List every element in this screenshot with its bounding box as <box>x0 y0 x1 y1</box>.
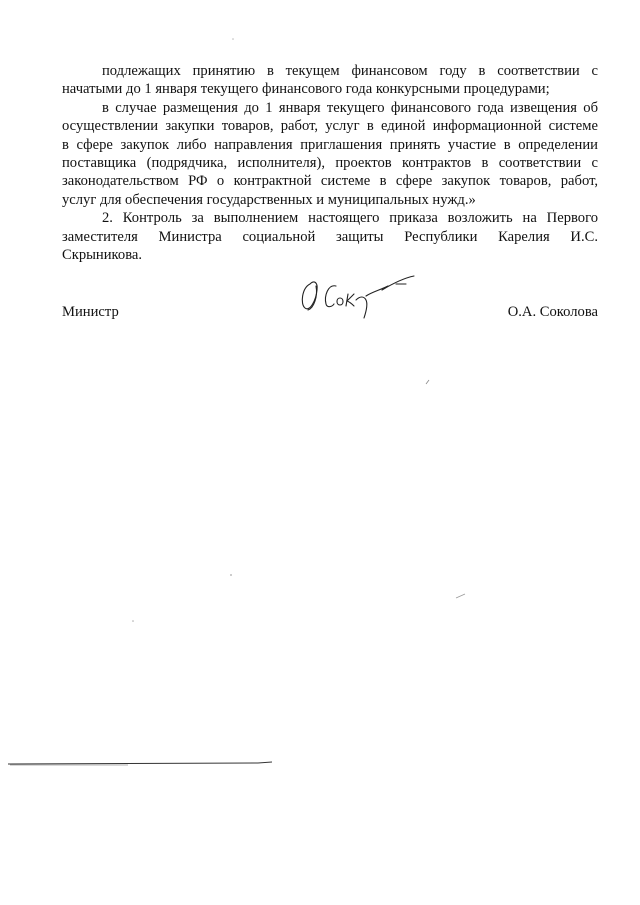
text-line: поставщика (подрядчика, исполнителя), проектов контрактов в соответствии с <box>62 155 598 172</box>
paragraph-continuation <box>62 62 598 99</box>
scan-speck <box>455 592 467 600</box>
scan-speck <box>130 618 136 624</box>
scan-speck <box>425 378 433 386</box>
text-line: подлежащих принятию в текущем финансовом году в соответствии с <box>102 63 598 79</box>
text-line: 2. Контроль за выполнением настоящего приказа возложить на Первого <box>102 210 598 227</box>
text-line: законодательством РФ о контрактной системе в сфере закупок товаров, работ, <box>62 173 598 190</box>
text-line: осуществлении закупки товаров, работ, услуг в единой информационной системе <box>62 118 598 135</box>
signatory-title: Министр <box>62 304 119 320</box>
text-line: в случае размещения до 1 января текущего финансового года извещения об <box>102 99 598 116</box>
signature-block <box>62 304 598 324</box>
footnote-separator <box>8 758 272 768</box>
signatory-name: О.А. Соколова <box>507 304 598 320</box>
text-line: заместителя Министра социальной защиты Республики Карелия И.С. <box>62 228 598 245</box>
document-body <box>62 62 598 264</box>
text-line: услуг для обеспечения государственных и муниципальных нужд.» <box>62 191 476 208</box>
paragraph-control-clause <box>62 209 598 264</box>
scan-speck <box>230 36 236 42</box>
text-line: начатыми до 1 января текущего финансового года конкурсными процедурами; <box>62 81 550 98</box>
scan-speck <box>228 572 234 578</box>
text-line: в сфере закупок либо направления приглашения принять участие в определении <box>62 136 598 153</box>
paragraph-tender-notice <box>62 99 598 209</box>
text-line: Скрыникова. <box>62 247 143 264</box>
